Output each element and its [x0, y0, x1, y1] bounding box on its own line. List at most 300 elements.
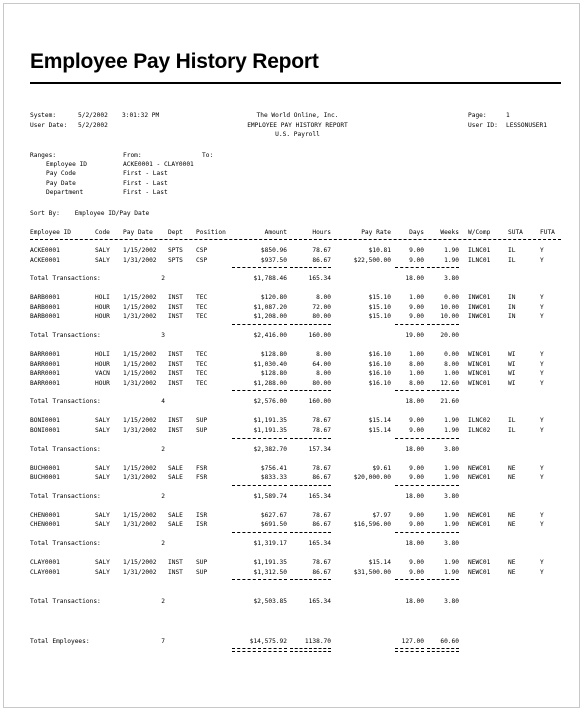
subtotal-rule	[427, 438, 459, 439]
table-cell-wcomp: INWC01	[468, 313, 491, 321]
subtotal-rule	[290, 485, 331, 486]
table-cell-pay-date: 1/15/2002	[123, 351, 157, 358]
table-cell-days: 9.00	[409, 559, 424, 566]
table-cell-employee-id: BONI0001	[30, 427, 60, 434]
table-cell-pay-date: 1/31/2002	[123, 568, 157, 576]
table-cell-days: 9.00	[409, 464, 424, 472]
page-number: 1	[506, 112, 510, 119]
column-header-suta: SUTA	[508, 229, 523, 236]
table-cell-amount: $120.80	[260, 294, 287, 302]
table-cell-suta: IL	[508, 247, 516, 254]
payroll-name: U.S. Payroll	[275, 131, 320, 138]
table-cell-pay-date: 1/15/2002	[123, 464, 157, 472]
table-cell-wcomp: NEWC01	[468, 464, 491, 472]
table-cell-employee-id: ACKE0001	[30, 247, 60, 254]
table-cell-weeks: 12.60	[440, 379, 459, 387]
subtotal-rule	[290, 438, 331, 439]
table-cell-position: TEC	[196, 379, 208, 387]
table-cell-pay-rate: $22,500.00	[353, 256, 391, 264]
table-cell-futa: Y	[540, 474, 544, 482]
table-cell-dept: INST	[168, 303, 183, 311]
sort-by: Sort By: Employee ID/Pay Date	[30, 210, 150, 217]
range-from: First - Last	[123, 179, 168, 187]
total-transactions-label: Total Transactions:	[30, 332, 101, 339]
table-cell-dept: INST	[168, 379, 183, 387]
table-cell-days: 9.00	[409, 521, 424, 529]
total-weeks: 3.80	[444, 540, 459, 547]
company-name: The World Online, Inc.	[256, 112, 339, 119]
table-cell-wcomp: ILNC01	[468, 247, 491, 254]
table-cell-code: VACN	[95, 370, 110, 378]
table-cell-position: ISR	[196, 521, 208, 529]
table-cell-pay-rate: $16.10	[368, 360, 391, 368]
table-cell-futa: Y	[540, 294, 544, 302]
range-name: Pay Date	[46, 179, 76, 187]
subtotal-rule	[395, 267, 424, 268]
total-count: 4	[161, 398, 165, 406]
table-cell-pay-date: 1/15/2002	[123, 370, 157, 378]
user-date-label: User Date:	[30, 122, 68, 129]
table-cell-pay-date: 1/15/2002	[123, 247, 157, 254]
total-hours: 165.34	[308, 598, 331, 606]
total-weeks: 21.60	[440, 398, 459, 406]
subtotal-rule	[232, 324, 287, 325]
table-cell-employee-id: ACKE0001	[30, 256, 60, 264]
grand-total-hours: 1138.70	[304, 638, 331, 645]
table-cell-pay-rate: $16.10	[368, 379, 391, 387]
table-cell-hours: 8.00	[316, 370, 331, 378]
total-hours: 165.34	[308, 540, 331, 547]
total-hours: 157.34	[308, 445, 331, 453]
subtotal-rule	[232, 267, 287, 268]
table-cell-hours: 86.67	[312, 568, 331, 576]
table-cell-pay-rate: $15.10	[368, 303, 391, 311]
table-cell-pay-rate: $20,000.00	[353, 474, 391, 482]
table-cell-pay-rate: $7.97	[372, 511, 391, 519]
table-cell-employee-id: BUCH0001	[30, 464, 60, 472]
grand-total-double-rule	[232, 648, 287, 652]
total-transactions-label: Total Transactions:	[30, 598, 101, 606]
table-cell-position: FSR	[196, 474, 208, 482]
grand-total-weeks: 60.60	[440, 638, 459, 645]
column-header-position: Position	[196, 229, 226, 236]
subtotal-rule	[427, 532, 459, 533]
table-cell-days: 9.00	[409, 247, 424, 254]
table-cell-weeks: 1.90	[444, 417, 459, 425]
total-transactions-label: Total Transactions:	[30, 398, 101, 406]
table-cell-suta: WI	[508, 360, 516, 368]
table-cell-wcomp: WINC01	[468, 351, 491, 358]
table-cell-futa: Y	[540, 511, 544, 519]
table-cell-weeks: 1.90	[444, 247, 459, 254]
total-employees-label: Total Employees:	[30, 638, 90, 645]
total-weeks: 3.80	[444, 275, 459, 283]
table-cell-dept: SALE	[168, 521, 183, 529]
subtotal-rule	[290, 324, 331, 325]
table-cell-amount: $1,087.20	[253, 303, 287, 311]
table-cell-code: SALY	[95, 247, 110, 254]
table-cell-position: SUP	[196, 417, 208, 425]
total-weeks: 3.80	[444, 445, 459, 453]
table-cell-position: TEC	[196, 370, 208, 378]
subtotal-rule	[427, 324, 459, 325]
subtotal-rule	[232, 390, 287, 391]
table-cell-position: TEC	[196, 294, 208, 302]
table-cell-pay-rate: $15.10	[368, 313, 391, 321]
total-count: 2	[161, 445, 165, 453]
column-header-futa: FUTA	[540, 229, 555, 236]
table-cell-dept: INST	[168, 294, 183, 302]
table-cell-amount: $833.33	[260, 474, 287, 482]
table-cell-code: HOLI	[95, 294, 110, 302]
table-cell-code: SALY	[95, 417, 110, 425]
subtotal-rule	[290, 267, 331, 268]
table-cell-position: FSR	[196, 464, 208, 472]
table-cell-days: 9.00	[409, 427, 424, 434]
total-employees-count: 7	[161, 638, 165, 645]
table-cell-hours: 78.67	[312, 511, 331, 519]
table-cell-dept: INST	[168, 370, 183, 378]
table-cell-pay-rate: $15.14	[368, 417, 391, 425]
table-cell-position: CSP	[196, 256, 208, 264]
table-cell-hours: 86.67	[312, 474, 331, 482]
column-header-employee-id: Employee ID	[30, 229, 71, 236]
table-cell-amount: $850.96	[260, 247, 287, 254]
system-label: System:	[30, 112, 57, 119]
table-cell-pay-rate: $31,500.00	[353, 568, 391, 576]
table-cell-suta: WI	[508, 370, 516, 378]
table-cell-pay-rate: $16.10	[368, 351, 391, 358]
column-header-hours: Hours	[312, 229, 331, 236]
table-cell-amount: $1,030.40	[253, 360, 287, 368]
table-cell-dept: SPTS	[168, 247, 183, 254]
table-cell-futa: Y	[540, 464, 544, 472]
table-cell-dept: INST	[168, 427, 183, 434]
table-cell-days: 9.00	[409, 303, 424, 311]
user-date: 5/2/2002	[78, 122, 108, 129]
table-cell-pay-date: 1/31/2002	[123, 474, 157, 482]
table-cell-position: SUP	[196, 427, 208, 434]
user-id-label: User ID:	[468, 122, 498, 129]
table-cell-suta: IN	[508, 303, 516, 311]
subtotal-rule	[232, 438, 287, 439]
table-cell-futa: Y	[540, 351, 544, 358]
table-cell-amount: $128.80	[260, 351, 287, 358]
total-count: 2	[161, 492, 165, 500]
table-cell-days: 9.00	[409, 417, 424, 425]
total-hours: 165.34	[308, 492, 331, 500]
total-hours: 160.00	[308, 398, 331, 406]
table-cell-employee-id: BARB0001	[30, 294, 60, 302]
table-cell-wcomp: NEWC01	[468, 521, 491, 529]
table-cell-suta: NE	[508, 464, 516, 472]
table-cell-days: 9.00	[409, 511, 424, 519]
total-count: 2	[161, 598, 165, 606]
table-cell-hours: 80.00	[312, 313, 331, 321]
table-cell-employee-id: BONI0001	[30, 417, 60, 425]
range-name: Department	[46, 188, 84, 196]
table-cell-futa: Y	[540, 247, 544, 254]
total-amount: $1,589.74	[253, 492, 287, 500]
table-cell-code: HOUR	[95, 313, 110, 321]
table-cell-days: 8.00	[409, 360, 424, 368]
column-header-code: Code	[95, 229, 110, 236]
total-days: 18.00	[405, 398, 424, 406]
table-cell-employee-id: BARB0001	[30, 303, 60, 311]
table-cell-hours: 78.67	[312, 427, 331, 434]
subtotal-rule	[395, 324, 424, 325]
table-cell-pay-rate: $15.14	[368, 427, 391, 434]
system-date: 5/2/2002	[78, 112, 108, 119]
grand-total-double-rule	[395, 648, 424, 652]
subtotal-rule	[395, 532, 424, 533]
range-name: Employee ID	[46, 161, 87, 168]
total-days: 18.00	[405, 540, 424, 547]
table-cell-amount: $1,312.50	[253, 568, 287, 576]
table-cell-pay-date: 1/31/2002	[123, 256, 157, 264]
table-cell-pay-rate: $16.10	[368, 370, 391, 378]
table-cell-pay-date: 1/31/2002	[123, 379, 157, 387]
range-from: First - Last	[123, 170, 168, 178]
table-cell-wcomp: NEWC01	[468, 474, 491, 482]
table-cell-hours: 86.67	[312, 521, 331, 529]
table-cell-wcomp: WINC01	[468, 379, 491, 387]
column-header-wcomp: W/Comp	[468, 229, 491, 236]
ranges-label: Ranges:	[30, 152, 57, 159]
total-weeks: 3.80	[444, 598, 459, 606]
total-transactions-label: Total Transactions:	[30, 445, 101, 453]
table-cell-days: 9.00	[409, 313, 424, 321]
table-cell-pay-date: 1/31/2002	[123, 521, 157, 529]
table-cell-amount: $627.67	[260, 511, 287, 519]
total-weeks: 20.00	[440, 332, 459, 339]
ranges-to-label: To:	[202, 152, 214, 159]
column-header-pay-rate: Pay Rate	[361, 229, 391, 236]
table-cell-code: SALY	[95, 521, 110, 529]
total-amount: $1,319.17	[253, 540, 287, 547]
subtotal-rule	[395, 485, 424, 486]
column-header-weeks: Weeks	[440, 229, 459, 236]
total-hours: 160.00	[308, 332, 331, 339]
total-amount: $1,788.46	[253, 275, 287, 283]
table-cell-wcomp: WINC01	[468, 360, 491, 368]
subtotal-rule	[427, 267, 459, 268]
table-cell-weeks: 8.00	[444, 360, 459, 368]
table-cell-days: 9.00	[409, 568, 424, 576]
table-cell-hours: 8.00	[316, 294, 331, 302]
total-weeks: 3.80	[444, 492, 459, 500]
table-cell-futa: Y	[540, 568, 544, 576]
table-cell-days: 8.00	[409, 379, 424, 387]
grand-total-days: 127.00	[401, 638, 424, 645]
subtotal-rule	[395, 438, 424, 439]
table-cell-position: CSP	[196, 247, 208, 254]
table-cell-wcomp: INWC01	[468, 303, 491, 311]
page-label: Page:	[468, 112, 487, 119]
table-cell-suta: NE	[508, 559, 516, 566]
table-cell-suta: NE	[508, 521, 516, 529]
title-rule	[30, 82, 561, 84]
table-cell-code: SALY	[95, 464, 110, 472]
table-cell-amount: $1,288.00	[253, 379, 287, 387]
table-cell-pay-date: 1/15/2002	[123, 417, 157, 425]
table-cell-futa: Y	[540, 360, 544, 368]
table-cell-employee-id: BARR0001	[30, 370, 60, 378]
total-amount: $2,382.70	[253, 445, 287, 453]
table-cell-weeks: 1.90	[444, 568, 459, 576]
table-cell-hours: 80.00	[312, 379, 331, 387]
grand-total-double-rule	[290, 648, 331, 652]
table-cell-suta: IN	[508, 294, 516, 302]
table-cell-amount: $691.50	[260, 521, 287, 529]
table-cell-pay-date: 1/31/2002	[123, 313, 157, 321]
table-cell-days: 9.00	[409, 256, 424, 264]
table-cell-hours: 8.00	[316, 351, 331, 358]
table-cell-code: SALY	[95, 474, 110, 482]
table-cell-pay-date: 1/15/2002	[123, 559, 157, 566]
subtotal-rule	[232, 579, 287, 580]
table-cell-futa: Y	[540, 256, 544, 264]
table-cell-suta: NE	[508, 511, 516, 519]
total-count: 2	[161, 275, 165, 283]
table-cell-futa: Y	[540, 417, 544, 425]
table-cell-dept: SALE	[168, 464, 183, 472]
table-cell-code: SALY	[95, 559, 110, 566]
table-cell-dept: INST	[168, 559, 183, 566]
table-cell-employee-id: CLAY0001	[30, 568, 60, 576]
total-count: 2	[161, 540, 165, 547]
table-cell-employee-id: CLAY0001	[30, 559, 60, 566]
table-cell-weeks: 10.00	[440, 303, 459, 311]
table-cell-futa: Y	[540, 379, 544, 387]
table-cell-wcomp: ILNC01	[468, 256, 491, 264]
table-cell-dept: SALE	[168, 511, 183, 519]
table-cell-days: 1.00	[409, 351, 424, 358]
table-cell-suta: IL	[508, 256, 516, 264]
table-cell-employee-id: BARR0001	[30, 351, 60, 358]
table-cell-pay-date: 1/15/2002	[123, 294, 157, 302]
total-amount: $2,576.00	[253, 398, 287, 406]
table-cell-amount: $756.41	[260, 464, 287, 472]
total-days: 19.00	[405, 332, 424, 339]
table-cell-weeks: 0.00	[444, 351, 459, 358]
table-cell-position: TEC	[196, 313, 208, 321]
table-cell-suta: WI	[508, 351, 516, 358]
subtotal-rule	[395, 390, 424, 391]
table-cell-hours: 78.67	[312, 417, 331, 425]
table-cell-employee-id: BUCH0001	[30, 474, 60, 482]
table-cell-employee-id: CHEN0001	[30, 511, 60, 519]
table-cell-position: TEC	[196, 351, 208, 358]
table-cell-dept: INST	[168, 313, 183, 321]
table-cell-hours: 72.00	[312, 303, 331, 311]
column-header-days: Days	[409, 229, 424, 236]
grand-total-double-rule	[427, 648, 459, 652]
table-cell-hours: 78.67	[312, 559, 331, 566]
table-cell-pay-rate: $15.14	[368, 559, 391, 566]
table-cell-days: 1.00	[409, 294, 424, 302]
total-days: 18.00	[405, 598, 424, 606]
table-cell-wcomp: WINC01	[468, 370, 491, 378]
table-cell-position: SUP	[196, 568, 208, 576]
total-transactions-label: Total Transactions:	[30, 540, 101, 547]
subtotal-rule	[290, 390, 331, 391]
total-transactions-label: Total Transactions:	[30, 492, 101, 500]
table-cell-dept: SALE	[168, 474, 183, 482]
header-divider	[30, 239, 561, 240]
table-cell-code: HOUR	[95, 360, 110, 368]
table-cell-position: SUP	[196, 559, 208, 566]
table-cell-pay-date: 1/15/2002	[123, 303, 157, 311]
table-cell-wcomp: ILNC02	[468, 417, 491, 425]
table-cell-dept: SPTS	[168, 256, 183, 264]
range-from: ACKE0001 - CLAY0001	[123, 161, 194, 168]
subtotal-rule	[427, 485, 459, 486]
table-cell-employee-id: BARB0001	[30, 313, 60, 321]
system-time: 3:01:32 PM	[122, 112, 160, 119]
table-cell-weeks: 1.90	[444, 464, 459, 472]
table-cell-dept: INST	[168, 568, 183, 576]
range-name: Pay Code	[46, 170, 76, 178]
table-cell-code: SALY	[95, 256, 110, 264]
table-cell-futa: Y	[540, 427, 544, 434]
table-cell-wcomp: NEWC01	[468, 568, 491, 576]
table-cell-amount: $937.50	[260, 256, 287, 264]
column-header-amount: Amount	[264, 229, 287, 236]
table-cell-hours: 78.67	[312, 464, 331, 472]
table-cell-position: ISR	[196, 511, 208, 519]
subtotal-rule	[427, 390, 459, 391]
table-cell-suta: IL	[508, 417, 516, 425]
subtotal-rule	[395, 579, 424, 580]
table-cell-employee-id: BARR0001	[30, 360, 60, 368]
grand-total-amount: $14,575.92	[249, 638, 287, 645]
table-cell-pay-rate: $16,596.00	[353, 521, 391, 529]
total-days: 18.00	[405, 445, 424, 453]
table-cell-pay-rate: $10.81	[368, 247, 391, 254]
table-cell-code: HOLI	[95, 351, 110, 358]
range-from: First - Last	[123, 188, 168, 196]
report-title: Employee Pay History Report	[30, 50, 319, 73]
total-transactions-label: Total Transactions:	[30, 275, 101, 283]
subtotal-rule	[232, 485, 287, 486]
table-cell-pay-date: 1/15/2002	[123, 511, 157, 519]
table-cell-wcomp: NEWC01	[468, 559, 491, 566]
table-cell-futa: Y	[540, 370, 544, 378]
table-cell-pay-rate: $9.61	[372, 464, 391, 472]
table-cell-weeks: 1.00	[444, 370, 459, 378]
table-cell-futa: Y	[540, 313, 544, 321]
table-cell-code: SALY	[95, 427, 110, 434]
ranges-from-label: From:	[123, 152, 142, 159]
table-cell-code: SALY	[95, 511, 110, 519]
subtotal-rule	[290, 532, 331, 533]
table-cell-suta: NE	[508, 568, 516, 576]
total-amount: $2,503.85	[253, 598, 287, 606]
total-hours: 165.34	[308, 275, 331, 283]
column-header-dept: Dept	[168, 229, 183, 236]
subtotal-rule	[290, 579, 331, 580]
table-cell-amount: $128.80	[260, 370, 287, 378]
table-cell-dept: INST	[168, 351, 183, 358]
table-cell-employee-id: BARR0001	[30, 379, 60, 387]
table-cell-hours: 64.00	[312, 360, 331, 368]
table-cell-dept: INST	[168, 360, 183, 368]
table-cell-amount: $1,208.00	[253, 313, 287, 321]
table-cell-futa: Y	[540, 559, 544, 566]
column-header-pay-date: Pay Date	[123, 229, 153, 236]
table-cell-weeks: 1.90	[444, 511, 459, 519]
